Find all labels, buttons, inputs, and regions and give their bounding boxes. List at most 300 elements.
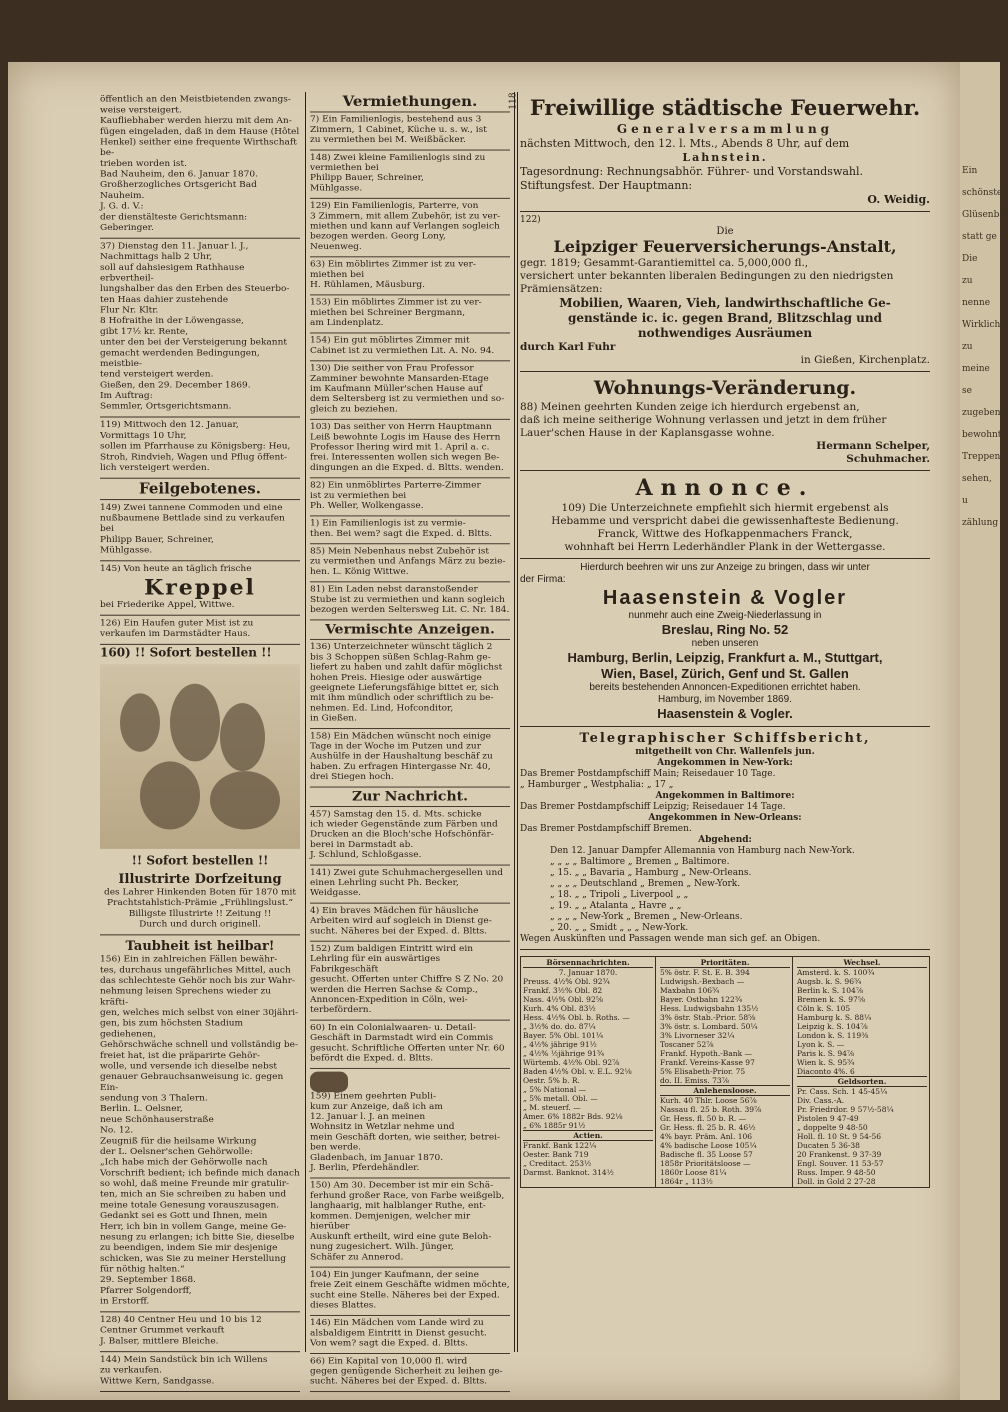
- ad-line: ich wieder Gegenstände zum Färben und: [310, 820, 498, 830]
- ad-line: schicken, was Sie zu meiner Herstellung: [100, 1254, 287, 1264]
- ad-line: Durch und durch originell.: [139, 919, 261, 930]
- table-row: Gr. Hess. fl. 50 b. R. —: [660, 1114, 747, 1123]
- ad-line: bezogen werden Seltersweg Lit. C. Nr. 184.: [310, 605, 510, 615]
- ad-line: 82) Ein unmöblirtes Parterre-Zimmer: [310, 481, 481, 491]
- ad-line: 152) Zum baldigen Eintritt wird ein: [310, 944, 474, 954]
- ad-line: 85) Mein Nebenhaus nebst Zubehör ist: [310, 547, 490, 557]
- table-row: Nassau fl. 25 b. Roth. 39⅞: [660, 1105, 762, 1114]
- table-row: Berlin k. S. 104⅞: [797, 986, 864, 995]
- ad-line: Haasenstein & Vogler.: [657, 706, 793, 721]
- ad-line: nußbaumene Bettlade sind zu verkaufen bei: [100, 513, 285, 535]
- ad-line: 153) Ein möblirtes Zimmer ist zu ver-: [310, 298, 482, 308]
- illustration-figure: [220, 703, 265, 771]
- ad-line: terbefördern.: [310, 1005, 372, 1016]
- margin-fragment: Glüsenbal: [962, 210, 1008, 220]
- ad-line: Arbeiten wird auf sogleich in Dienst ge-: [310, 916, 492, 926]
- ad-line: neben unseren: [691, 638, 759, 649]
- adjacent-page-margin-text: [962, 160, 1008, 534]
- ad-line: bezogen werden. Georg Lony,: [310, 232, 446, 242]
- ad-line: Stiftungsfest. Der Hauptmann:: [520, 179, 693, 192]
- table-row: Gr. Hess. fl. 25 b. R. 46½: [660, 1123, 756, 1132]
- table-row: Oester. Bank 719: [523, 1150, 589, 1159]
- table-row: Holl. fl. 10 St. 9 54-56: [797, 1132, 882, 1141]
- advertisement: [310, 112, 510, 150]
- advertisement: [310, 807, 510, 866]
- table-row: Kurh. 40 Thlr. Loose 56⅞: [660, 1096, 757, 1105]
- ad-line: Philipp Bauer, Schreiner,: [100, 535, 214, 545]
- advertisement: [310, 582, 510, 620]
- section-heading: Vermiethungen.: [310, 92, 510, 112]
- ad-line: Leiß bewohnte Logis im Hause des Herrn: [310, 432, 501, 443]
- boerse-box: [521, 957, 656, 1187]
- ad-line: Gießen, den 29. December 1869.: [100, 380, 251, 391]
- table-row: 1860r Loose 81¼: [660, 1168, 727, 1177]
- table-heading: Actien.: [523, 1130, 653, 1141]
- table-row: Diaconto 4%. 6: [797, 1067, 855, 1076]
- ad-line: 129) Ein Familienlogis, Parterre, von: [310, 201, 479, 211]
- ad-line: Gehörschwäche schnell und vollständig be-: [100, 1040, 299, 1050]
- table-row: Doll. in Gold 2 27-28: [797, 1177, 876, 1186]
- table-heading: Anlehensloose.: [660, 1085, 790, 1096]
- table-row: Nass. 4½% Obl. 92⅝: [523, 995, 603, 1004]
- table-row: 20 Frankenst. 9 37-39: [797, 1150, 882, 1159]
- advertisement: [520, 212, 930, 372]
- table-row: 3% östr. Stab.-Prior. 58⅝: [660, 1013, 756, 1022]
- ad-line: sollen im Pfarrhause zu Königsberg: Heu,: [100, 441, 291, 452]
- ad-line: öffentlich an den Meistbietenden zwangs-: [100, 94, 291, 105]
- ad-line: in Erstorff.: [100, 1296, 150, 1307]
- ad-line: Herr, ich bin in vollem Gange, meine Ge-: [100, 1221, 287, 1232]
- ad-line: hen. L. König Wittwe.: [310, 567, 409, 577]
- ad-line: Tage in der Woche im Putzen und zur: [310, 742, 482, 752]
- ad-line: Angekommen in New-York:: [657, 758, 793, 768]
- margin-fragment: bewohnt: [962, 430, 1002, 440]
- ad-line: vermiethen bei: [310, 163, 379, 173]
- advertisement: [100, 500, 300, 561]
- page-number: 118: [508, 92, 519, 110]
- ad-line: dieses Blattes.: [310, 1301, 377, 1311]
- ad-line: liefert zu haben und zahlt dafür möglichst: [310, 663, 503, 673]
- ad-line: gen, welches mich selbst von einer 30jähri-: [100, 1008, 299, 1018]
- ad-line: im Kaufmann Müller'schen Hause auf: [310, 384, 483, 394]
- ad-line: Hierdurch beehren wir uns zur Anzeige zu bringen, dass wir unter: [580, 562, 870, 573]
- ad-line: 4) Ein braves Mädchen für häusliche: [310, 906, 479, 916]
- table-row: „ 5% National —: [523, 1085, 587, 1094]
- advertisement: [310, 904, 510, 942]
- advertisement: [520, 559, 930, 727]
- ad-line: Nachmittags halb 2 Uhr,: [100, 252, 213, 263]
- ad-line: „ 20. „ „ Smidt „ „ „ New-York.: [550, 923, 689, 933]
- ad-line: Billigste Illustrirte !! Zeitung !!: [128, 909, 272, 919]
- ad-line: der dienstälteste Gerichtsmann:: [100, 212, 248, 223]
- ad-line: „Ich habe mich der Gehörwolle nach: [100, 1157, 268, 1168]
- ad-title: Annonce.: [635, 475, 815, 501]
- ad-line: Henkel) seither eine frequente Wirthschaft be-: [100, 137, 297, 159]
- ad-line: Aushülfe in der Haushaltung beschäf zu: [310, 752, 493, 762]
- advertisement: [100, 868, 300, 935]
- column-2: [310, 92, 510, 1392]
- ad-line: 63) Ein möblirtes Zimmer ist zu ver-: [310, 260, 476, 270]
- margin-fragment: Treppen: [962, 452, 1001, 462]
- ad-line: wolle, und versende ich dieselbe nebst: [100, 1061, 277, 1072]
- table-row: Bayer. Ostbahn 122¾: [660, 995, 743, 1004]
- ad-line: meine totale Genesung vorauszusagen.: [100, 1200, 280, 1211]
- ad-line: alsbaldigem Eintritt in Dienst gesucht.: [310, 1328, 487, 1339]
- ad-line: freiet hat, ist die präparirte Gehör-: [100, 1050, 260, 1061]
- ad-line: Lehrling für ein auswärtiges Fabrikgeschäft: [310, 954, 441, 975]
- ad-line: Wegen Auskünften und Passagen wende man sich gef. an Obigen.: [520, 934, 821, 944]
- ad-line: Prämiensätzen:: [520, 283, 603, 295]
- table-row: Frankf. 3½% Obl. 82: [523, 986, 603, 995]
- ad-line: Hamburg, im November 1869.: [658, 694, 792, 705]
- table-row: Toscaner 52⅞: [660, 1040, 714, 1049]
- advertisement: [310, 1354, 510, 1392]
- margin-fragment: meine se: [962, 364, 990, 396]
- ad-line: lungshalber das den Erben des Steuerbo-: [100, 284, 290, 295]
- ad-line: Den 12. Januar Dampfer Allemannia von Hamburg nach New-York.: [550, 846, 855, 856]
- ad-line: weise versteigert.: [100, 105, 182, 116]
- ad-line: Breslau, Ring No. 52: [661, 622, 789, 637]
- ad-line: das schlechteste Gehör noch bis zur Wahr-: [100, 976, 296, 986]
- ad-line: „ „ „ „ Baltimore „ Bremen „ Baltimore.: [550, 857, 730, 867]
- ad-line: Gedankt sei es Gott und Ihnen, mein: [100, 1211, 268, 1221]
- table-row: „ 4½% ½jährige 91¾: [523, 1049, 605, 1058]
- ad-line: durch Karl Fuhr: [520, 341, 616, 353]
- ad-highlight: Kreppel: [144, 574, 256, 601]
- table-row: Amsterd. k. S. 100¾: [797, 968, 875, 977]
- margin-fragment: schönsten: [962, 188, 1008, 198]
- ad-number: 122): [520, 215, 541, 225]
- table-row: 1858r Prioritätsloose —: [660, 1159, 751, 1168]
- ad-line: 158) Ein Mädchen wünscht noch einige: [310, 731, 491, 742]
- table-row: 1864r „ 113½: [660, 1177, 713, 1186]
- ad-line: sendung von 3 Thalern.: [100, 1093, 208, 1104]
- ad-line: gemacht werdenden Bedingungen, meistbie-: [100, 348, 260, 369]
- ad-line: ten, mich an Sie schreiben zu haben und: [100, 1189, 287, 1200]
- advertisement: [100, 561, 300, 615]
- ad-line: 156) Ein in zahlreichen Fällen bewähr-: [100, 954, 278, 965]
- ad-line: 12. Januar l. J. an meinen: [310, 1112, 426, 1122]
- advertisement: [310, 516, 510, 544]
- ad-line: langhaarig, mit halblanger Ruthe, ent-: [310, 1201, 486, 1211]
- table-row: 4% bayr. Präm. Anl. 106: [660, 1132, 753, 1141]
- ad-line: der L. Oelsner'schen Gehörwolle:: [100, 1147, 253, 1157]
- advertisement: [100, 1352, 300, 1392]
- advertisement: [310, 866, 510, 904]
- ad-line: für nöthig halten.“: [100, 1264, 185, 1275]
- financial-table: [520, 956, 930, 1188]
- table-row: 5% Elisabeth-Prior. 75: [660, 1067, 746, 1076]
- advertisement: [310, 257, 510, 295]
- ad-line: kum zur Anzeige, daß ich am: [310, 1102, 443, 1112]
- ad-line: drei Stiegen hoch.: [310, 772, 394, 782]
- table-row: Engl. Souver. 11 53-57: [797, 1159, 884, 1168]
- ad-line: wohnhaft bei Herrn Lederhändler Plank in der Wettergasse.: [564, 541, 886, 553]
- ad-line: Die: [716, 226, 734, 237]
- ad-subtitle: Generalversammlung: [616, 122, 834, 136]
- ad-line: Zimmern, 1 Cabinet, Küche u. s. w., ist: [310, 125, 487, 135]
- section-heading: Feilgebotenes.: [100, 479, 300, 500]
- ad-title: Illustrirte Dorfzeitung: [118, 872, 282, 887]
- advertisement: [310, 361, 510, 420]
- ad-line: Im Auftrag:: [100, 391, 153, 401]
- ad-line: Hermann Schelper,: [816, 440, 930, 452]
- ad-line: Schäfer zu Annerod.: [310, 1252, 404, 1263]
- ad-line: trieben worden ist.: [100, 159, 188, 169]
- ad-line: 154) Ein gut möblirtes Zimmer mit: [310, 336, 470, 346]
- ad-line: gibt 17½ kr. Rente,: [100, 327, 189, 337]
- ad-line: J. Berlin, Pferdehändler.: [310, 1163, 420, 1173]
- table-row: „ 6% 1885r 91½: [523, 1121, 586, 1130]
- ad-line: Gladenbach, im Januar 1870.: [310, 1153, 444, 1163]
- ad-line: Philipp Bauer, Schreiner,: [310, 173, 424, 184]
- ad-line: Zamminer bewohnte Mansarden-Etage: [310, 374, 489, 384]
- table-row: 4% badische Loose 105¼: [660, 1141, 757, 1150]
- ad-line: nächsten Mittwoch, den 12. l. Mts., Abends 8 Uhr, auf dem: [520, 137, 850, 150]
- ad-line: 119) Mittwoch den 12. Januar,: [100, 420, 239, 431]
- ad-line: berei in Darmstadt ab.: [310, 840, 414, 850]
- table-row: Wien k. S. 95¾: [797, 1058, 855, 1067]
- ad-title: Wohnungs-Veränderung.: [593, 377, 857, 399]
- ad-line: Prachtstahlstich-Prämie „Frühlingslust.“: [107, 898, 293, 909]
- ad-line: Wien, Basel, Zürich, Genf und St. Gallen: [601, 666, 849, 681]
- ad-line: kommen. Demjenigen, welcher mir hierüber: [310, 1211, 471, 1232]
- ad-line: Tagesordnung: Rechnungsabhör. Führer- und Vorstandswahl.: [520, 165, 864, 178]
- ad-line: Wohnsitz in Wetzlar nehme und: [310, 1122, 455, 1133]
- ad-line: Mühlgasse.: [310, 183, 363, 194]
- ad-title: Leipziger Feuerversicherungs-Anstalt,: [553, 237, 897, 256]
- ad-title: Taubheit ist heilbar!: [125, 939, 275, 954]
- advertisement: [310, 295, 510, 333]
- margin-fragment: statt ge: [962, 232, 997, 242]
- ad-line: in Gießen.: [310, 714, 357, 724]
- table-row: Würtemb. 4½% Obl. 92⅞: [523, 1058, 620, 1067]
- ad-line: 66) Ein Kapital von 10,000 fl. wird: [310, 1356, 468, 1367]
- table-row: Cöln k. S. 105: [797, 1004, 851, 1013]
- ad-line: Wittwe Kern, Sandgasse.: [100, 1376, 215, 1387]
- table-row: Ducaten 5 36-38: [797, 1141, 860, 1150]
- horse-icon: [310, 1072, 348, 1092]
- column-1: [100, 92, 300, 1392]
- table-row: Maxbahn 106¾: [660, 986, 720, 995]
- table-row: Ludwigsh.-Bexbach —: [660, 977, 745, 986]
- table-row: Amer. 6% 1882r Bds. 92⅛: [523, 1112, 623, 1121]
- table-subheading: 7. Januar 1870.: [558, 968, 618, 977]
- ad-line: Schuhmacher.: [846, 453, 930, 465]
- ad-line: 103) Das seither von Herrn Hauptmann: [310, 422, 492, 432]
- ad-line: in Gießen, Kirchenplatz.: [800, 354, 930, 366]
- ad-line: Das Bremer Postdampfschiff Main; Reisedauer 10 Tage.: [520, 769, 776, 779]
- advertisement: [310, 1021, 510, 1069]
- margin-fragment: Die: [962, 254, 978, 264]
- ad-line: „ 19. „ „ Atalanta „ Havre „ „: [550, 901, 682, 911]
- table-row: Kurh. 4% Obl. 83½: [523, 1004, 596, 1013]
- illustration-figure: [140, 761, 200, 829]
- ad-line: 149) Zwei tannene Commoden und eine: [100, 502, 283, 513]
- ad-line: Das Bremer Postdampfschiff Leipzig; Reisedauer 14 Tage.: [520, 802, 786, 812]
- ad-line: 141) Zwei gute Schuhmachergesellen und: [310, 868, 504, 878]
- ad-line: versichert unter bekannten liberalen Bedingungen zu den niedrigsten: [520, 270, 894, 282]
- advertisement: [310, 199, 510, 258]
- advertisement: [520, 471, 930, 559]
- ad-line: 136) Unterzeichneter wünscht täglich 2: [310, 642, 493, 652]
- table-row: 5% östr. F. St. E. B. 394: [660, 968, 750, 977]
- ad-line: freie Zeit einem Geschäfte widmen möchte,: [310, 1280, 510, 1290]
- ad-line: bereits bestehenden Annoncen-Expeditionen errichtet haben.: [589, 682, 861, 693]
- ad-line: zu verkaufen.: [100, 1365, 163, 1376]
- table-heading: Geldsorten.: [797, 1076, 927, 1087]
- ad-line: Abgehend:: [698, 835, 752, 845]
- ad-line: miethen und kann auf Verlangen sogleich: [310, 222, 500, 232]
- ad-line: neue Schönhauserstraße: [100, 1115, 214, 1125]
- table-row: Baden 4½% Obl. v. E.L. 92⅛: [523, 1067, 632, 1076]
- table-row: „ 5% metall. Obl. —: [523, 1094, 598, 1103]
- table-row: Augsb. k. S. 96¾: [797, 977, 862, 986]
- advertisement: [310, 544, 510, 582]
- ad-line: sucht. Näheres bei der Exped. d. Bltts.: [310, 926, 488, 937]
- ad-line: Neuenweg.: [310, 242, 362, 252]
- ad-line: Professor Ihering wird mit 1. April a. c.: [310, 443, 490, 453]
- ad-line: 88) Meinen geehrten Kunden zeige ich hierdurch ergebenst an,: [520, 401, 860, 413]
- column-rule: [514, 92, 515, 1352]
- table-row: Pistolen 9 47-49: [797, 1114, 859, 1123]
- ad-line: haben. Zu erfragen Hintergasse Nr. 40,: [310, 762, 491, 772]
- ad-line: Angekommen in Baltimore:: [655, 791, 795, 801]
- ad-line: 126) Ein Haufen guter Mist ist zu: [100, 618, 254, 629]
- ad-line: O. Weidig.: [867, 193, 930, 206]
- ad-line: Auskunft ertheilt, wird eine gute Beloh-: [310, 1232, 492, 1242]
- ad-line: 128) 40 Centner Heu und 10 bis 12: [100, 1315, 262, 1325]
- wechsel-box: [795, 957, 929, 1187]
- ad-line: sucht eine Stelle. Näheres bei der Exped.: [310, 1290, 500, 1301]
- advertisement: [100, 935, 300, 1312]
- ad-line: Drucken an die Bloch'sche Hofschönfär-: [310, 830, 494, 840]
- table-row: Hamburg k. S. 88¼: [797, 1013, 872, 1022]
- ad-line: bis 3 Schoppen süßen Schlag-Rahm ge-: [310, 652, 491, 663]
- ad-line: werden die Herren Sachse & Comp.,: [310, 985, 479, 995]
- ad-line: „ 18. „ „ Tripoli „ Liverpool „ „: [550, 890, 689, 900]
- column-3: [520, 92, 930, 1188]
- ad-line: then. Bei wem? sagt die Exped. d. Bltts.: [310, 529, 493, 539]
- ad-line: 148) Zwei kleine Familienlogis sind zu: [310, 153, 486, 163]
- advertisement: [100, 239, 300, 418]
- ad-line: Bad Nauheim, den 6. Januar 1870.: [100, 169, 258, 180]
- ad-title: Telegraphischer Schiffsbericht,: [579, 731, 871, 746]
- ad-line: genstände ic. ic. gegen Brand, Blitzschlag und: [567, 311, 882, 325]
- ad-title: Haasenstein & Vogler: [602, 587, 848, 609]
- column-rule: [517, 92, 518, 1352]
- ad-line: des Lahrer Hinkenden Boten für 1870 mit: [103, 887, 297, 898]
- ad-line: 457) Samstag den 15. d. Mts. schicke: [310, 809, 482, 820]
- ad-line: „ „ „ „ New-York „ Bremen „ New-Orleans.: [550, 912, 743, 922]
- table-row: 3% Livorneser 32¼: [660, 1031, 735, 1040]
- ad-line: lich versteigert werden.: [100, 463, 210, 473]
- ad-line: J. G. d. V.:: [100, 201, 144, 212]
- table-heading: Börsennachrichten.: [523, 958, 653, 968]
- section-heading: Zur Nachricht.: [310, 788, 510, 808]
- prioritaeten-box: [658, 957, 793, 1187]
- ad-line: Centner Grummet verkauft: [100, 1325, 225, 1336]
- ad-line: Weidgasse.: [310, 888, 362, 899]
- table-row: „ M. steuerf. —: [523, 1103, 581, 1112]
- illustration-figure: [120, 693, 160, 751]
- ad-line: ist zu vermiethen bei: [310, 491, 407, 501]
- advertisement: [310, 1268, 510, 1316]
- ad-line: unter den bei der Versteigerung bekannt: [100, 337, 287, 348]
- woodcut-illustration: [100, 664, 300, 849]
- advertisement: [100, 417, 300, 478]
- table-row: Badische fl. 35 Loose 57: [660, 1150, 753, 1159]
- margin-fragment: zugeben: [962, 408, 1001, 418]
- table-row: „ 3½% do. do. 87¼: [523, 1022, 596, 1031]
- ad-line: dingungen an die Exped. d. Bltts. wenden.: [310, 463, 504, 473]
- ad-line: Franck, Wittwe des Hofkappenmachers Franck,: [597, 528, 853, 540]
- table-row: Leipzig k. S. 104⅞: [797, 1022, 868, 1031]
- table-row: Bremen k. S. 97⅝: [797, 995, 866, 1004]
- ad-line: Angekommen in New-Orleans:: [648, 813, 802, 823]
- margin-fragment: Ein: [962, 166, 978, 176]
- advertisement: [310, 333, 510, 361]
- ad-line: gesucht. Schriftliche Offerten unter Nr. 60: [310, 1043, 505, 1054]
- ad-line: „ 15. „ „ Bavaria „ Hamburg „ New-Orleans.: [550, 868, 752, 878]
- advertisement: [310, 420, 510, 479]
- margin-fragment: Wirklich: [962, 320, 1001, 330]
- ad-line: No. 12.: [100, 1125, 134, 1136]
- ad-line: nehmen. Ed. Lind, Hofconditor,: [310, 703, 454, 714]
- ad-line: 146) Ein Mädchen vom Lande wird zu: [310, 1318, 484, 1328]
- advertisement: [100, 616, 300, 645]
- ad-line: Annoncen-Expedition in Cöln, wei-: [310, 995, 468, 1005]
- table-row: Pr. Friedrdor. 9 57½-58¼: [797, 1105, 894, 1114]
- ad-line: Lahnstein.: [682, 151, 768, 164]
- ad-line: gen, bis zum höchsten Stadium gediehenen,: [100, 1018, 244, 1040]
- section-heading: !! Sofort bestellen !!: [131, 853, 269, 868]
- ad-line: Zeugniß für die heilsame Wirkung: [100, 1136, 257, 1147]
- ad-line: zu beendigen, indem Sie mir desjenige: [100, 1243, 278, 1254]
- margin-fragment: zu nenne: [962, 276, 991, 308]
- ad-line: 159) Einem geehrten Publi-: [310, 1092, 437, 1102]
- ad-line: Semmler, Ortsgerichtsmann.: [100, 401, 232, 412]
- ad-line: sucht. Näheres bei der Exped. d. Bltts.: [310, 1377, 488, 1387]
- ad-line: Vormittags 10 Uhr,: [100, 431, 187, 441]
- ad-line: dem Seltersberg ist zu vermiethen und so-: [310, 394, 505, 405]
- table-row: Lyon k. S. —: [797, 1040, 845, 1049]
- ad-line: 81) Ein Laden nebst daranstoßender: [310, 585, 478, 595]
- ad-line: Vorschrift bedient; ich befinde mich danach: [100, 1168, 300, 1179]
- ad-line: Berlin. L. Oelsner,: [100, 1104, 183, 1115]
- table-row: Darmst. Banknot. 314½: [523, 1168, 614, 1177]
- ad-line: Großherzogliches Ortsgericht Bad Nauheim.: [100, 180, 257, 201]
- table-row: Russ. Imper. 9 48-50: [797, 1168, 876, 1177]
- ad-line: befördt die Exped. d. Bltts.: [310, 1054, 434, 1064]
- table-heading: Wechsel.: [797, 958, 927, 968]
- section-heading: 160) !! Sofort bestellen !!: [100, 645, 272, 660]
- section-heading: Vermischte Anzeigen.: [310, 620, 510, 640]
- illustration-figure: [170, 684, 220, 762]
- illustration-figure: [210, 771, 280, 829]
- ad-line: mit ihm mündlich oder schriftlich zu be-: [310, 693, 494, 704]
- advertisement: [520, 92, 930, 212]
- ad-line: „ „ „ „ Deutschland „ Bremen „ New-York.: [550, 879, 741, 889]
- ad-line: ferhund großer Race, von Farbe weißgelb,: [310, 1191, 505, 1201]
- margin-fragment: zählung: [962, 518, 999, 528]
- advertisement: [310, 1316, 510, 1354]
- table-row: do. II. Emiss. 73⅞: [660, 1076, 729, 1085]
- ad-line: Stube ist zu vermiethen und kann sogleich: [310, 595, 505, 605]
- ad-line: Hebamme und verspricht dabei die gewissenhafteste Bedienung.: [551, 515, 899, 527]
- ad-title: Freiwillige städtische Feuerwehr.: [529, 95, 921, 120]
- table-row: Preuss. 4½% Obl. 92¾: [523, 977, 610, 986]
